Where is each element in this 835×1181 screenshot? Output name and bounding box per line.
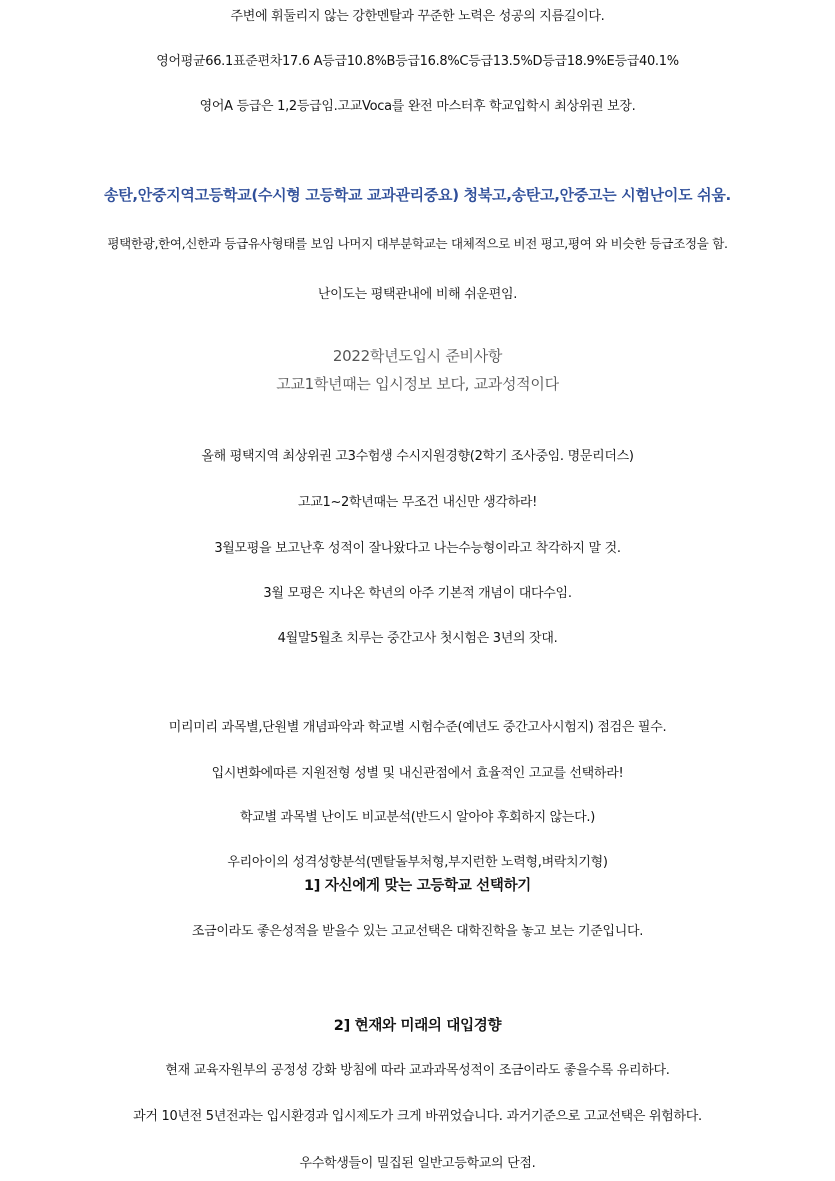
text-line-english-grade: 영어A 등급은 1,2등급임.고교Voca를 완전 마스터후 학교입학시 최상위권 보장. <box>199 99 636 114</box>
text-line-susi-trend: 올해 평택지역 최상위권 고3수험생 수시지원경향(2학기 조사중임. 명문리더스) <box>201 449 634 464</box>
text-line-concept-check: 미리미리 과목별,단원별 개념파악과 학교별 시험수준(예년도 중간고사시험지) 점검은 필수. <box>168 720 667 735</box>
heading-2022-prep: 2022학년도입시 준비사항 <box>332 347 503 365</box>
heading-grade-first: 고교1학년때는 입시정보 보다, 교과성적이다 <box>276 375 559 393</box>
text-line-march-basic: 3월 모평은 지나온 학년의 아주 기본적 개념이 대다수임. <box>263 586 572 601</box>
text-line-english-stats: 영어평균66.1표준편차17.6 A등급10.8%B등급16.8%C등급13.5%D등급18.9%E등급40.1% <box>156 54 679 69</box>
text-line-grade-adjustment: 평택한광,한여,신한과 등급유사형태를 보임 나머지 대부분학교는 대체적으로 비전 평고,평여 와 비슷한 등급조정을 함. <box>107 236 728 251</box>
text-line-past-change: 과거 10년전 5년전과는 입시환경과 입시제도가 크게 바뀌었습니다. 과거기준으로 고교선택은 위험하다. <box>133 1109 702 1124</box>
highlight-songtan-schools: 송탄,안중지역고등학교(수시형 고등학교 교과관리중요) 청북고,송탄고,안중고는 시험난이도 쉬움. <box>104 186 731 204</box>
text-line-disadvantage: 우수학생들이 밀집된 일반고등학교의 단점. <box>299 1156 536 1171</box>
text-line-choose-school: 입시변화에따른 지원전형 성별 및 내신관점에서 효율적인 고교를 선택하라! <box>211 766 624 781</box>
section-heading-2: 2] 현재와 미래의 대입경향 <box>333 1018 502 1034</box>
text-line-mental: 주변에 휘둘리지 않는 강한멘탈과 꾸준한 노력은 성공의 지름길이다. <box>230 9 605 24</box>
text-line-difficulty: 난이도는 평택관내에 비해 쉬운편임. <box>317 287 518 302</box>
text-line-fairness: 현재 교육자원부의 공정성 강화 방침에 따라 교과과목성적이 조금이라도 좋을수록 유리하다. <box>165 1063 670 1078</box>
text-line-school-choice: 조금이라도 좋은성적을 받을수 있는 고교선택은 대학진학을 놓고 보는 기준입니다. <box>191 924 644 939</box>
text-line-personality: 우리아이의 성격성향분석(멘탈돌부처형,부지런한 노력형,벼락치기형) <box>227 855 608 870</box>
text-line-march-mock: 3월모평을 보고난후 성적이 잘나왔다고 나는수능형이라고 착각하지 말 것. <box>214 541 621 556</box>
text-line-difficulty-analysis: 학교별 과목별 난이도 비교분석(반드시 알아야 후회하지 않는다.) <box>239 810 596 825</box>
text-line-midterm: 4월말5월초 치루는 중간고사 첫시험은 3년의 잣대. <box>277 631 558 646</box>
section-heading-1: 1] 자신에게 맞는 고등학교 선택하기 <box>303 878 531 894</box>
text-line-naesin: 고교1~2학년때는 무조건 내신만 생각하라! <box>297 495 538 510</box>
